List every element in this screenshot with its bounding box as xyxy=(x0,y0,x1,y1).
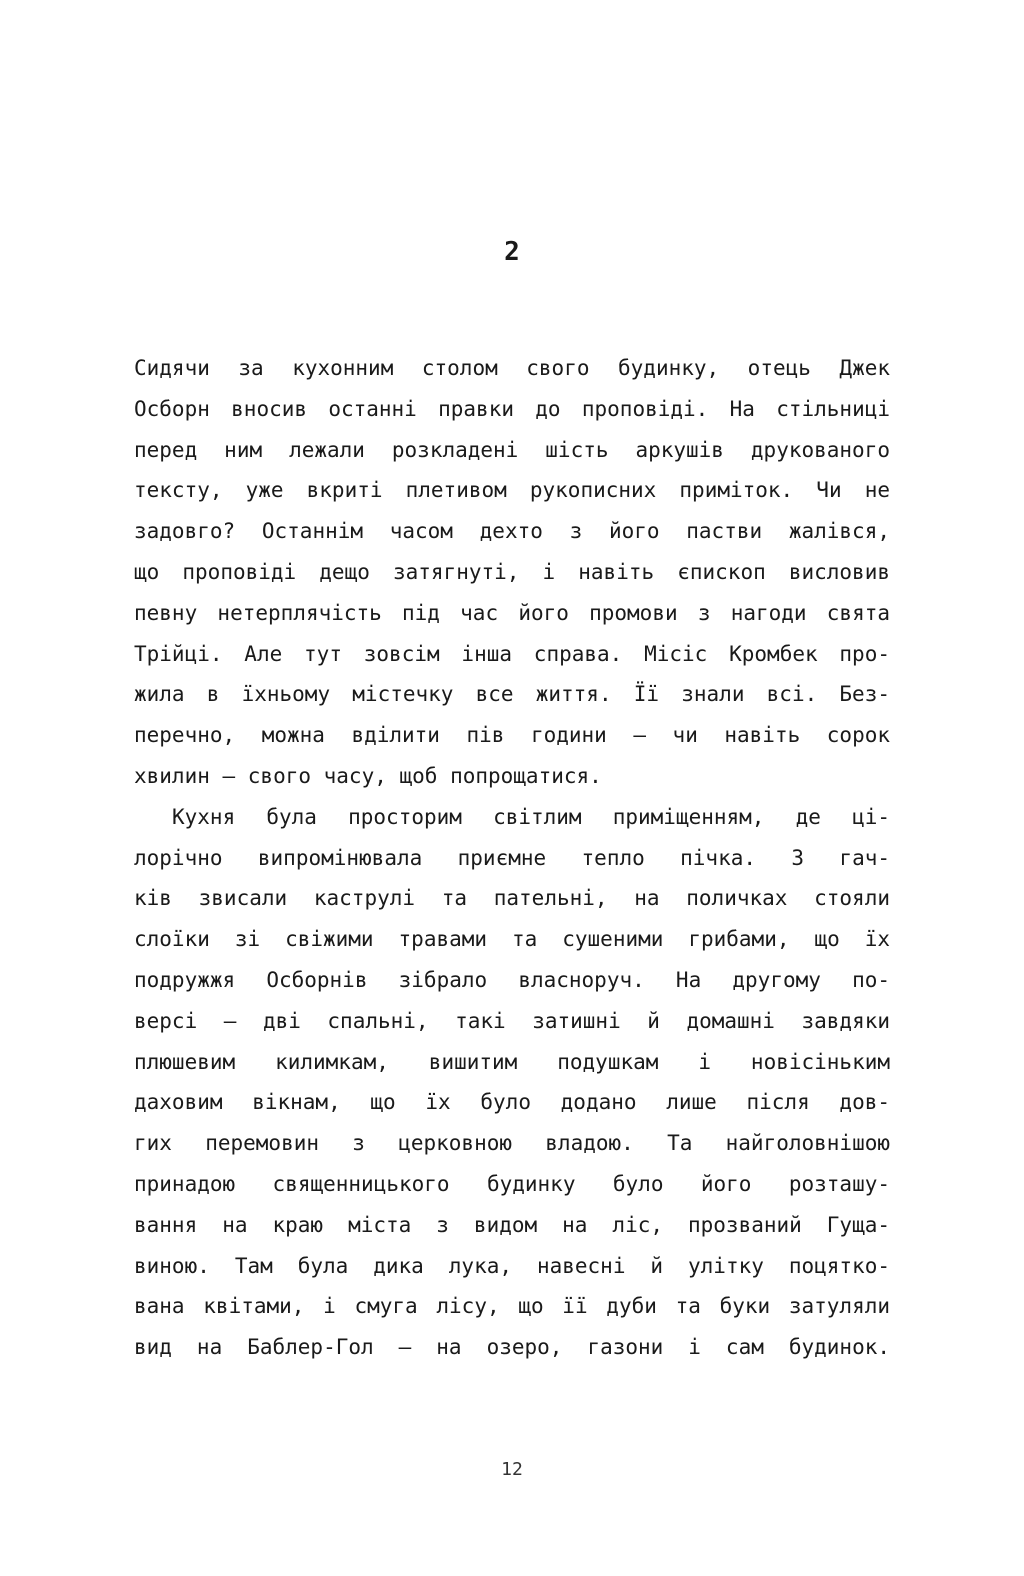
text-line: слоїки зі свіжими травами та сушеними грибами, що їх xyxy=(134,927,890,952)
text-line: подружжя Осборнів зібрало власноруч. На другому по- xyxy=(134,967,890,992)
text-line: Трійці. Але тут зовсім інша справа. Місіс Кромбек про- xyxy=(134,641,890,666)
text-line: плюшевим килимкам, вишитим подушкам і новісіньким xyxy=(134,1049,890,1074)
text-line: перечно, можна вділити пів години — чи навіть сорок xyxy=(134,723,890,748)
body-text xyxy=(134,348,890,1368)
text-line: ків звисали каструлі та пательні, на поличках стояли xyxy=(134,886,890,911)
text-line: Осборн вносив останні правки до проповіді. На стільниці xyxy=(134,396,890,421)
text-line: гих перемовин з церковною владою. Та найголовнішою xyxy=(134,1131,890,1156)
text-line: перед ним лежали розкладені шість аркушів друкованого xyxy=(134,437,890,462)
text-line: лорічно випромінювала приємне тепло пічка. З гач- xyxy=(134,845,890,870)
text-line: вана квітами, і смуга лісу, що її дуби та буки затуляли xyxy=(134,1294,890,1319)
text-line: принадою священницького будинку було його розташу- xyxy=(134,1171,890,1196)
text-line: певну нетерплячість під час його промови з нагоди свята xyxy=(134,600,890,625)
text-line: вид на Баблер-Гол — на озеро, газони і сам будинок. xyxy=(134,1335,890,1360)
text-line: даховим вікнам, що їх було додано лише після дов- xyxy=(134,1090,890,1115)
text-line: версі — дві спальні, такі затишні й домашні завдяки xyxy=(134,1008,890,1033)
chapter-number: 2 xyxy=(504,237,520,267)
text-line: тексту, уже вкриті плетивом рукописних приміток. Чи не xyxy=(134,478,890,503)
text-line: що проповіді дещо затягнуті, і навіть єпископ висловив xyxy=(134,559,890,584)
text-line: Сидячи за кухонним столом свого будинку, отець Джек xyxy=(134,356,890,380)
page-number: 12 xyxy=(501,1459,523,1480)
text-line: вання на краю міста з видом на ліс, прозваний Гуща- xyxy=(134,1212,890,1237)
text-line: Кухня була просторим світлим приміщенням, де ці- xyxy=(172,804,890,829)
text-line: виною. Там була дика лука, навесні й улітку поцятко- xyxy=(134,1253,890,1278)
text-line: хвилин — свого часу, щоб попрощатися. xyxy=(134,763,602,788)
text-line: задовго? Останнім часом дехто з його пастви жалівся, xyxy=(134,519,890,544)
text-line: жила в їхньому містечку все життя. Її знали всі. Без- xyxy=(134,682,890,707)
